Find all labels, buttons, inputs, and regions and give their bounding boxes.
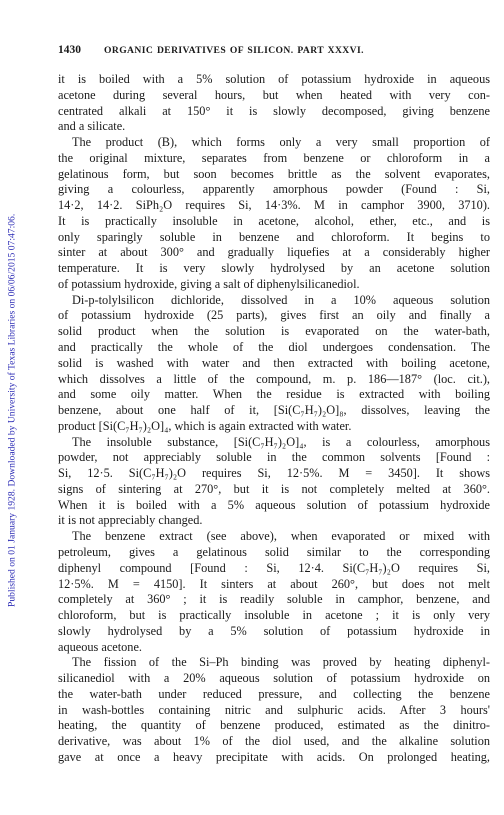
text-line: silicanediol with a 20% aqueous solution of potassium hydroxide on bbox=[58, 671, 490, 686]
article-body bbox=[58, 72, 490, 766]
text-line: and some oily matter. When the residue is extracted with boiling bbox=[58, 387, 490, 402]
text-line: product [Si(C₇H₇)₂O]₄, which is again extracted with water. bbox=[58, 418, 352, 433]
text-line: and a silicate. bbox=[58, 119, 126, 134]
text-line: giving a colourless, apparently amorphous powder (Found : Si, bbox=[58, 182, 490, 197]
text-line: The insoluble substance, [Si(C₇H₇)₂O]₄, is a colourless, amorphous bbox=[72, 434, 490, 449]
text-line: which dissolves a little of the compound, m. p. 186—187° (loc. cit.), bbox=[58, 371, 490, 386]
text-line: benzene, about one half of it, [Si(C₇H₇)₂O]₈, dissolves, leaving the bbox=[58, 403, 490, 418]
text-line: it is boiled with a 5% solution of potassium hydroxide in aqueous bbox=[58, 72, 490, 86]
page-header bbox=[58, 44, 478, 64]
text-line: it is not appreciably changed. bbox=[58, 513, 203, 528]
text-line: only sparingly soluble in benzene and chloroform. It begins to bbox=[58, 229, 490, 244]
text-line: the water-bath under reduced pressure, and collecting the benzene bbox=[58, 686, 490, 701]
text-line: Si, 12·5. Si(C₇H₇)₂O requires Si, 12·5%. M = 3450]. It shows bbox=[58, 466, 490, 481]
text-line: derivative, was about 1% of the diol used, and the alkaline solution bbox=[58, 734, 490, 749]
text-line: diphenyl compound [Found : Si, 12·4. Si(C₇H₇)₂O requires Si, bbox=[58, 560, 490, 575]
text-line: petroleum, gives a gelatinous solid similar to the corresponding bbox=[58, 544, 490, 559]
text-line: heating, the quantity of benzene produced, estimated as the dinitro- bbox=[58, 718, 490, 733]
text-line: Di-p-tolylsilicon dichloride, dissolved in a 10% aqueous solution bbox=[72, 292, 490, 307]
text-line: and practically the whole of the diol undergoes condensation. The bbox=[58, 340, 490, 355]
text-line: gave at once a heavy precipitate with acids. On prolonged heating, bbox=[58, 749, 490, 764]
text-line: It is practically insoluble in acetone, alcohol, ether, etc., and is bbox=[58, 213, 490, 228]
text-line: powder, not appreciably soluble in the common solvents [Found : bbox=[58, 450, 490, 465]
text-line: The benzene extract (see above), when evaporated or mixed with bbox=[72, 529, 490, 544]
text-line: The product (B), which forms only a very small proportion of bbox=[72, 135, 490, 150]
text-line: chloroform, but is practically insoluble in acetone ; it is only very bbox=[58, 608, 490, 623]
text-line: slowly hydrolysed by a 5% solution of potassium hydroxide in bbox=[58, 623, 490, 638]
text-line: solid product when the solution is evaporated on the water-bath, bbox=[58, 324, 490, 339]
text-line: When it is boiled with a 5% aqueous solution of potassium hydroxide bbox=[58, 497, 490, 512]
text-line: The fission of the Si–Ph binding was proved by heating diphenyl- bbox=[72, 655, 490, 670]
download-notice: Published on 01 January 1928. Downloaded by University of Texas Libraries on 06/06/2015 07:47:06. bbox=[6, 213, 18, 607]
text-line: 14·2, 14·2. SiPh₂O requires Si, 14·3%. M in camphor 3900, 3710). bbox=[58, 198, 490, 213]
text-line: of potassium hydroxide, giving a salt of diphenylsilicanediol. bbox=[58, 276, 360, 291]
text-line: sinter at about 300° and gradually liquefies at a considerably higher bbox=[58, 245, 490, 260]
running-head: ORGANIC DERIVATIVES OF SILICON. PART XXXVI. bbox=[104, 45, 364, 56]
text-line: aqueous acetone. bbox=[58, 639, 142, 654]
text-line: centrated alkali at 150° it is slowly decomposed, giving benzene bbox=[58, 103, 490, 118]
text-line: gelatinous form, but soon becomes brittle as the solvent evaporates, bbox=[58, 166, 490, 181]
text-line: the original mixture, separates from benzene or chloroform in a bbox=[58, 150, 490, 165]
text-line: of potassium hydroxide (25 parts), gives first an oily and finally a bbox=[58, 308, 490, 323]
text-line: solid is washed with water and then extracted with boiling acetone, bbox=[58, 355, 490, 370]
text-line: acetone during several hours, but when heated with very con- bbox=[58, 87, 490, 102]
text-line: temperature. It is very slowly hydrolysed by an acetone solution bbox=[58, 261, 490, 276]
text-line: in wash-bottles containing nitric and sulphuric acids. After 3 hours' bbox=[58, 702, 490, 717]
text-line: completely at 360° ; it is readily soluble in camphor, benzene, and bbox=[58, 592, 490, 607]
text-line: signs of sintering at 270°, but it is not completely melted at 360°. bbox=[58, 481, 490, 496]
page-number: 1430 bbox=[58, 44, 81, 56]
text-line: 12·5%. M = 4150]. It sinters at about 260°, but does not melt bbox=[58, 576, 490, 591]
